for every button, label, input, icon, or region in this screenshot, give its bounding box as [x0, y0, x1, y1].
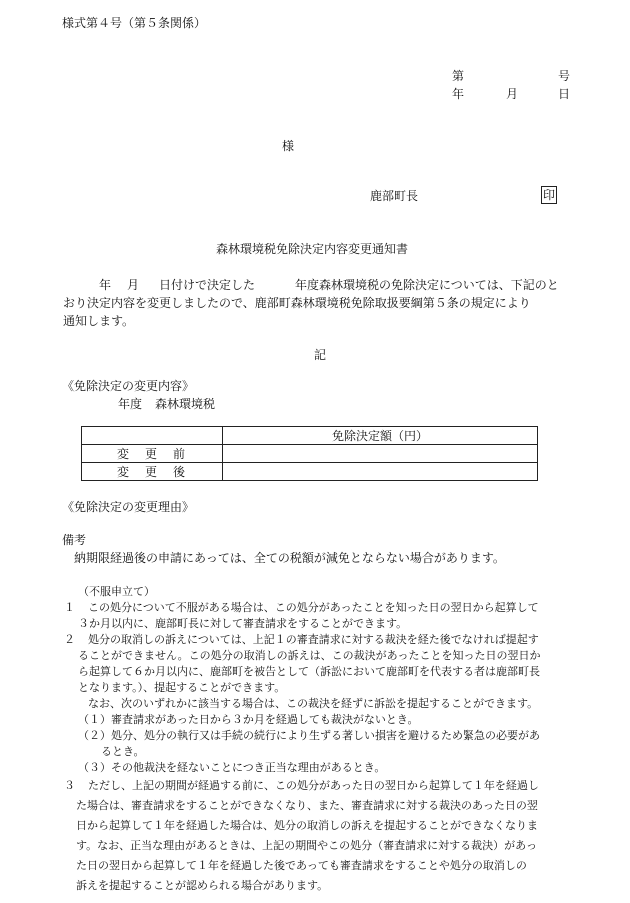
table-header-empty [82, 427, 223, 445]
table-row [82, 445, 538, 463]
ki-heading: 記 [314, 348, 327, 362]
item3-line-1: ただし、上記の期間が経過する前に、この処分があった日の翌日から起算して１年を経過し [88, 779, 539, 792]
item2-sub-1: （１）審査請求があった日から３か月を経過しても裁決がないとき。 [78, 713, 419, 726]
issue-tsuki: 月 [506, 87, 519, 101]
row-value-after [223, 463, 538, 481]
document-title: 森林環境税免除決定内容変更通知書 [216, 242, 409, 256]
intro-line-2: おり決定内容を変更しましたので、鹿部町森林環境税免除取扱要綱第５条の規定により [63, 296, 531, 310]
sender-title: 鹿部町長 [370, 189, 419, 203]
row-label-after: 変 更 後 [82, 463, 223, 481]
section-change-reason: 《免除決定の変更理由》 [62, 500, 195, 514]
item2-line-1: 処分の取消しの訴えについては、上記１の審査請求に対する裁決を経た後でなければ提起す [88, 633, 539, 646]
item2-line-5: なお、次のいずれかに該当する場合は、この裁決を経ずに訴訟を提起することができます。 [88, 697, 539, 710]
item2-line-2: ることができません。この処分の取消しの訴えは、この裁決があったことを知った日の翌日か [78, 649, 541, 662]
table-header-row [82, 427, 538, 445]
item2-number: ２ [64, 633, 75, 646]
biko-heading: 備考 [62, 533, 87, 547]
item1-line-2: ３か月以内に、鹿部町長に対して審査請求をすることができます。 [78, 617, 408, 630]
change-amount-table [81, 426, 538, 481]
row-label-before: 変 更 前 [82, 445, 223, 463]
item3-line-6: 訴えを提起することが認められる場合があります。 [76, 879, 329, 892]
issue-nen: 年 [452, 87, 465, 101]
item3-line-3: 日から起算して１年を経過した場合は、処分の取消しの訴えを提起することができなくなりま [76, 819, 538, 832]
issue-dai: 第 [452, 69, 465, 83]
row-value-before [223, 445, 538, 463]
intro-line-3: 通知します。 [63, 314, 135, 328]
item3-line-4: す。なお、正当な理由があるときは、上記の期間やこの処分（審査請求に対する裁決）があっ [76, 839, 538, 852]
item1-number: １ [64, 601, 75, 614]
item3-number: ３ [64, 779, 75, 792]
intro-tsuki: 月 [127, 278, 140, 292]
table-row [82, 463, 538, 481]
item2-sub-2a: （２）処分、処分の執行又は手続の続行により生ずる著しい損害を避けるため緊急の必要があ [78, 729, 540, 742]
item2-line-4: となります。）、提起することができます。 [78, 681, 286, 694]
issue-hi: 日 [558, 87, 571, 101]
table-header-amount: 免除決定額（円） [223, 427, 538, 445]
item2-line-3: ら起算して６か月以内に、鹿部町を被告として（訴訟において鹿部町を代表する者は鹿部町長 [78, 665, 540, 678]
tax-name: 森林環境税 [155, 397, 216, 411]
item3-line-2: た場合は、審査請求をすることができなくなり、また、審査請求に対する裁決のあった日の翌 [76, 799, 538, 812]
addressee-sama: 様 [282, 139, 295, 153]
intro-nendo-text: 年度森林環境税の免除決定については、下記のと [295, 278, 559, 292]
appeal-heading: （不服申立て） [78, 585, 155, 598]
biko-text: 納期限経過後の申請にあっては、全ての税額が減免とならない場合があります。 [74, 551, 505, 565]
nendo-label: 年度 [118, 397, 143, 411]
item2-sub-3: （３）その他裁決を経ないことにつき正当な理由があるとき。 [78, 761, 386, 774]
form-number: 様式第４号（第５条関係） [62, 16, 207, 30]
issue-go: 号 [558, 69, 571, 83]
section-change-content: 《免除決定の変更内容》 [62, 379, 195, 393]
intro-hi-text: 日付けで決定した [159, 278, 256, 292]
seal-mark [541, 186, 557, 204]
seal-mark-text: 印 [543, 188, 556, 202]
item1-line-1: この処分について不服がある場合は、この処分があったことを知った日の翌日から起算して [88, 601, 539, 614]
item2-sub-2b: るとき。 [101, 745, 145, 758]
item3-line-5: た日の翌日から起算して１年を経過した後であっても審査請求をすることや処分の取消しの [76, 859, 527, 872]
intro-nen: 年 [99, 278, 112, 292]
